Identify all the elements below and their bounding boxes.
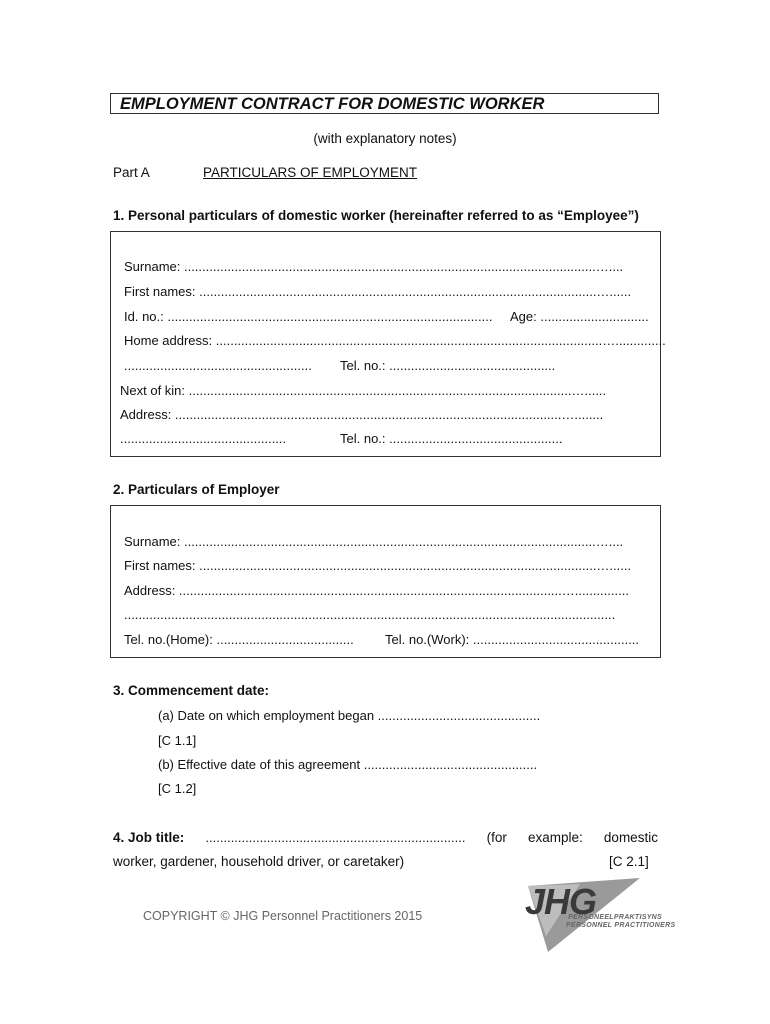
job-title-line xyxy=(113,830,658,845)
job-title-example-a: (for xyxy=(486,830,507,845)
employee-surname-field[interactable]: Surname: ..................................................................................................................….... xyxy=(124,259,624,274)
employer-address-field[interactable]: Address: ..........................................................................................................…............... xyxy=(124,583,629,598)
jhg-logo xyxy=(520,878,676,953)
employee-id-field[interactable]: Id. no.: .......................................................................................... xyxy=(124,309,493,324)
copyright-notice: COPYRIGHT © JHG Personnel Practitioners 2015 xyxy=(143,909,423,923)
employer-first-names-field[interactable]: First names: ..............................................................................................................…...... xyxy=(124,558,632,573)
document-subtitle: (with explanatory notes) xyxy=(313,131,457,146)
job-title-example-b: example: xyxy=(528,830,583,845)
next-of-kin-address-field[interactable]: Address: ...........................................................................................................…........ xyxy=(120,407,604,422)
logo-subtitle-afrikaans: PERSONEELPRAKTISYNS xyxy=(568,914,662,921)
job-title-examples: worker, gardener, household driver, or caretaker) xyxy=(113,854,405,869)
document-title: EMPLOYMENT CONTRACT FOR DOMESTIC WORKER xyxy=(120,95,545,113)
employee-home-address-field[interactable]: Home address: ...........................................................................................................….............. xyxy=(124,333,666,348)
job-title-label: 4. Job title: xyxy=(113,830,185,845)
employee-age-field[interactable]: Age: .............................. xyxy=(510,309,649,324)
employer-tel-home-field[interactable]: Tel. no.(Home): ...................................... xyxy=(124,632,354,647)
employee-tel-field[interactable]: Tel. no.: .............................................. xyxy=(340,358,556,373)
title-box xyxy=(110,93,659,114)
effective-date-field[interactable]: (b) Effective date of this agreement ................................................ xyxy=(158,757,538,772)
part-heading: PARTICULARS OF EMPLOYMENT xyxy=(203,165,418,180)
next-of-kin-tel-field[interactable]: Tel. no.: ................................................ xyxy=(340,431,563,446)
employee-home-address-cont[interactable]: .................................................... xyxy=(124,358,312,373)
logo-subtitle-english: PERSONNEL PRACTITIONERS xyxy=(566,922,676,929)
section2-heading: 2. Particulars of Employer xyxy=(113,482,280,497)
section1-heading: 1. Personal particulars of domestic worker (hereinafter referred to as “Employee”) xyxy=(113,208,639,223)
logo-wordmark: JHG xyxy=(525,881,597,922)
job-title-field[interactable]: ........................................................................ xyxy=(205,830,466,845)
employment-began-field[interactable]: (a) Date on which employment began ............................................. xyxy=(158,708,541,723)
next-of-kin-field[interactable]: Next of kin: ..........................................................................................................…...... xyxy=(120,383,607,398)
next-of-kin-address-cont[interactable]: .............................................. xyxy=(120,431,287,446)
employee-first-names-field[interactable]: First names: ..............................................................................................................…...... xyxy=(124,284,632,299)
clause-ref-1-1: [C 1.1] xyxy=(158,733,197,748)
employer-tel-work-field[interactable]: Tel. no.(Work): .............................................. xyxy=(385,632,640,647)
job-title-example-c: domestic xyxy=(603,830,658,845)
employer-surname-field[interactable]: Surname: ..................................................................................................................….... xyxy=(124,534,624,549)
employer-address-cont[interactable]: ........................................................................................................................................ xyxy=(124,607,616,622)
section3-heading: 3. Commencement date: xyxy=(113,683,270,698)
clause-ref-2-1: [C 2.1] xyxy=(609,854,649,869)
part-label: Part A xyxy=(113,165,150,180)
clause-ref-1-2: [C 1.2] xyxy=(158,781,197,796)
